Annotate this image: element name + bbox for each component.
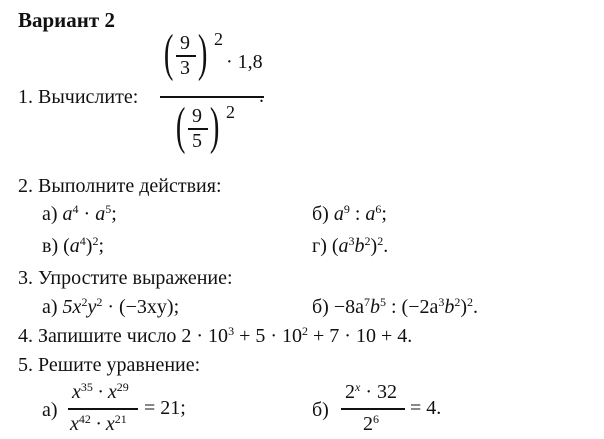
- exp: x: [355, 379, 361, 394]
- paren-close-b: ): [209, 98, 220, 155]
- task1-num-a: 9: [180, 32, 190, 54]
- term: + 5 · 10: [234, 325, 303, 347]
- term: + 7 · 10 + 4.: [308, 325, 413, 347]
- task1-num-b: 9: [192, 105, 202, 127]
- term: 2 · 10: [181, 325, 229, 347]
- exp: 42: [78, 411, 91, 426]
- exp: 6: [375, 201, 382, 216]
- punct: ;: [111, 203, 117, 225]
- task2-a-label: а): [42, 203, 58, 225]
- term: −8a: [333, 296, 364, 318]
- exp: 21: [114, 411, 127, 426]
- task5-a-bar: [68, 408, 138, 410]
- var-a: a: [333, 203, 344, 225]
- task1-mult: · 1,8: [226, 51, 263, 73]
- task5-a-label: а): [42, 399, 58, 421]
- op: ·: [78, 203, 96, 225]
- term: · (−3xy);: [102, 296, 180, 318]
- exp: 2: [377, 233, 384, 248]
- term: · 32: [360, 381, 397, 403]
- task2-b-label: б): [312, 203, 329, 225]
- task3-label: 3. Упростите выражение:: [18, 267, 233, 289]
- exp: 2: [467, 294, 474, 309]
- paren-open-b: (: [175, 98, 186, 155]
- exp: 5: [380, 294, 386, 309]
- task3-a: [42, 294, 180, 318]
- task4-label: 4. Запишите число: [18, 325, 177, 347]
- task1-label: 1. Вычислите:: [18, 86, 139, 108]
- exp: 3: [438, 294, 445, 309]
- exp: 5: [105, 201, 112, 216]
- task1-den-a: 3: [180, 57, 190, 79]
- page-title: Вариант 2: [18, 8, 115, 32]
- exp: 2: [96, 294, 103, 309]
- term: 5x: [62, 296, 82, 318]
- term: b: [370, 296, 380, 318]
- paren: ): [370, 235, 378, 257]
- punct: ;: [98, 235, 105, 257]
- task1-exp-a: 2: [214, 29, 223, 49]
- paren-open-a: (: [163, 25, 174, 82]
- task2-label: 2. Выполните действия:: [18, 175, 222, 197]
- var-a: a: [69, 235, 80, 257]
- punct: .: [383, 235, 389, 257]
- task5-b-denominator: [363, 411, 379, 435]
- term: ): [460, 296, 468, 318]
- term: · x: [90, 413, 115, 435]
- task2-a: [42, 201, 117, 225]
- task5-a-numerator: [72, 379, 129, 403]
- exp: 7: [364, 294, 370, 309]
- var-a: a: [62, 203, 73, 225]
- term: : (−2a: [386, 296, 439, 318]
- exp: 2: [92, 233, 99, 248]
- var-a: a: [365, 203, 376, 225]
- exp: 6: [373, 411, 379, 426]
- term: 2: [345, 381, 355, 403]
- task5-a-rhs: = 21;: [144, 397, 186, 419]
- task1-exp-b: 2: [226, 102, 235, 122]
- exp: 29: [116, 379, 129, 394]
- var-b: b: [354, 235, 365, 257]
- exp: 2: [81, 294, 88, 309]
- exp: 3: [348, 233, 355, 248]
- exp: 2: [302, 323, 309, 338]
- paren-close-a: ): [197, 25, 208, 82]
- task2-b: [312, 201, 387, 225]
- task4: [18, 323, 413, 347]
- task3-b: [312, 294, 479, 318]
- task5-a-denominator: [70, 411, 127, 435]
- punct: ;: [381, 203, 387, 225]
- exp: 35: [80, 379, 93, 394]
- term: x: [72, 381, 81, 403]
- term: y: [87, 296, 97, 318]
- task1-end: .: [259, 85, 264, 107]
- term: 2: [363, 413, 373, 435]
- exp: 4: [72, 201, 79, 216]
- exp: 4: [79, 233, 86, 248]
- term: · x: [92, 381, 117, 403]
- task5-b-rhs: = 4.: [410, 397, 442, 419]
- paren: (: [63, 235, 70, 257]
- var-a: a: [95, 203, 106, 225]
- exp: 2: [454, 294, 461, 309]
- paren: ): [85, 235, 93, 257]
- task5-b-numerator: [345, 379, 397, 403]
- exp: 3: [228, 323, 235, 338]
- task2-v: [42, 233, 105, 257]
- task5-b-bar: [341, 408, 405, 410]
- term: .: [473, 296, 479, 318]
- task5-b-label: б): [312, 399, 329, 421]
- task2-g: [312, 233, 389, 257]
- exp: 9: [343, 201, 350, 216]
- exp: 2: [364, 233, 371, 248]
- op: :: [349, 203, 366, 225]
- task3-b-label: б): [312, 296, 329, 318]
- task5-label: 5. Решите уравнение:: [18, 354, 201, 376]
- task2-g-label: г): [312, 235, 327, 257]
- task2-v-label: в): [42, 235, 59, 257]
- term: b: [444, 296, 455, 318]
- term: x: [70, 413, 79, 435]
- task3-a-label: а): [42, 296, 58, 318]
- var-a: a: [338, 235, 349, 257]
- task1-den-b: 5: [192, 130, 202, 152]
- paren: (: [331, 235, 339, 257]
